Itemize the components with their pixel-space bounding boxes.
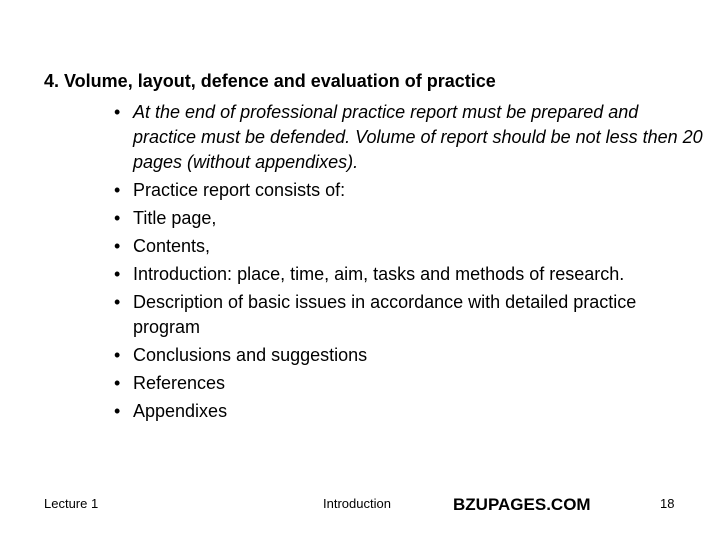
bullet-text: Contents,: [133, 236, 211, 256]
bullet-item: [114, 100, 704, 175]
bullet-marker: •: [114, 102, 121, 122]
bullet-item: [114, 206, 704, 231]
footer-lecture-label: Lecture 1: [44, 496, 99, 511]
footer-page-number: 18: [660, 496, 675, 511]
bullet-item: [114, 343, 704, 368]
bullet-text: References: [133, 373, 226, 393]
bullet-marker: •: [114, 236, 121, 256]
bullet-text: At the end of professional practice report must be prepared and practice must be defended. Volume of report should be not less then 20 pages (without appendixes).: [133, 102, 703, 172]
bullet-marker: •: [114, 208, 121, 228]
bullet-marker: •: [114, 345, 121, 365]
bullet-marker: •: [114, 180, 121, 200]
bullet-text: Conclusions and suggestions: [133, 345, 368, 365]
bullet-text: Appendixes: [133, 401, 228, 421]
bullet-list: [114, 100, 704, 427]
bullet-item: [114, 262, 704, 287]
footer-section-label: Introduction: [323, 496, 391, 511]
bullet-marker: •: [114, 373, 121, 393]
bullet-text: Practice report consists of:: [133, 180, 346, 200]
bullet-item: [114, 234, 704, 259]
bullet-item: [114, 371, 704, 396]
bullet-marker: •: [114, 401, 121, 421]
footer-brand: BZUPAGES.COM: [453, 495, 591, 514]
bullet-text: Title page,: [133, 208, 217, 228]
bullet-item: [114, 178, 704, 203]
bullet-item: [114, 399, 704, 424]
bullet-marker: •: [114, 292, 121, 312]
bullet-text: Description of basic issues in accordance with detailed practice program: [133, 292, 637, 337]
bullet-marker: •: [114, 264, 121, 284]
slide-heading: 4. Volume, layout, defence and evaluation of practice: [44, 71, 496, 91]
bullet-text: Introduction: place, time, aim, tasks and methods of research.: [133, 264, 625, 284]
bullet-item: [114, 290, 704, 340]
